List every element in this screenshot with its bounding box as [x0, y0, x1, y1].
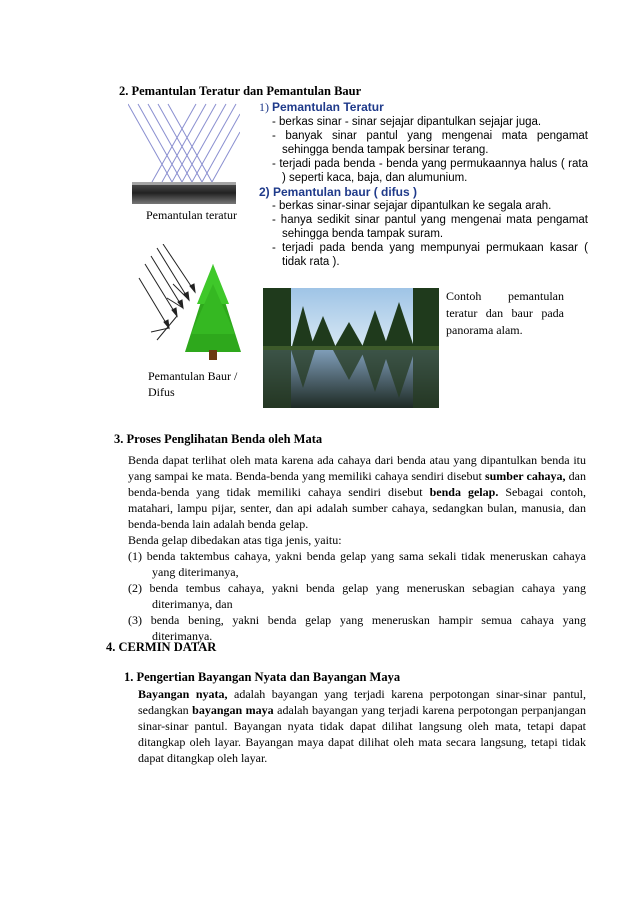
section2-heading: 2. Pemantulan Teratur dan Pemantulan Baur	[119, 84, 362, 98]
section4-paragraph: Bayangan nyata, adalah bayangan yang terjadi karena perpotongan sinar-sinar pantul, sedangkan bayangan maya adalah bayangan yang terjadi karena perpotongan perpanjangan sinar-sinar pantul. Bayangan nyata tidak dapat dilihat langsung oleh mata, tetapi dapat ditangkap oleh layar. Bayangan maya dapat dilihat oleh mata secara langsung, tetapi tidak dapat ditangkap oleh layar.	[138, 687, 586, 765]
incident-rays	[139, 244, 195, 328]
list-item: (1) benda taktembus cahaya, yakni benda gelap yang sama sekali tidak meneruskan cahaya yang diterimanya,	[128, 549, 586, 579]
section3-paragraph: Benda dapat terlihat oleh mata karena ada cahaya dari benda atau yang dipantulkan benda itu yang sampai ke mata. Benda-benda yang memiliki cahaya sendiri disebut sumber cahaya, dan benda-benda yang tidak memiliki cahaya sendiri disebut benda gelap. Sebagai contoh, matahari, lampu pijar, senter, dan api adalah sumber cahaya, sedangkan bulan, manusia, dan benda-benda lain adalah benda gelap. Benda gelap dibedakan atas tiga jenis, yaitu:	[128, 453, 586, 547]
dark-objects-list	[128, 548, 586, 644]
smooth-surface	[132, 182, 236, 204]
list-item: (3) benda bening, yakni benda gelap yang meneruskan hampir semua cahaya yang diterimanya.	[128, 613, 586, 643]
list-item: - terjadi pada benda yang mempunyai permukaan kasar ( tidak rata ).	[272, 242, 588, 268]
section4-subtitle: 1. Pengertian Bayangan Nyata dan Bayangan Maya	[124, 670, 401, 684]
regular-reflection-points	[272, 115, 588, 185]
lake-panorama-photo	[263, 288, 439, 408]
regular-reflection-caption: Pemantulan teratur	[146, 208, 237, 222]
list-item: - terjadi pada benda - benda yang permukaannya halus ( rata ) seperti kaca, baja, dan alumunium.	[272, 158, 588, 184]
list-item: (2) benda tembus cahaya, yakni benda gelap yang meneruskan sebagian cahaya yang diterimanya, dan	[128, 581, 586, 611]
diffuse-reflection-points	[272, 199, 588, 269]
regular-reflection-title: 1) Pemantulan Teratur	[259, 100, 384, 114]
scattered-rays	[151, 284, 189, 340]
section3-title: 3. Proses Penglihatan Benda oleh Mata	[114, 432, 323, 446]
list-item: - berkas sinar-sinar sejajar dipantulkan ke segala arah.	[272, 200, 552, 212]
section4-title: 4. CERMIN DATAR	[106, 640, 217, 654]
list-item: - banyak sinar pantul yang mengenai mata pengamat sehingga benda tampak bersinar terang.	[272, 130, 588, 156]
diffuse-reflection-title: 2) Pemantulan baur ( difus )	[259, 185, 418, 199]
diffuse-reflection-caption: Pemantulan Baur / Difus	[148, 369, 238, 399]
tree	[185, 264, 241, 360]
list-item: - berkas sinar - sinar sejajar dipantulkan sejajar juga.	[272, 116, 542, 128]
diffuse-reflection-figure	[137, 244, 249, 364]
regular-reflection-figure	[128, 102, 240, 212]
list-item: - hanya sedikit sinar pantul yang mengenai mata pengamat sehingga benda tampak suram.	[272, 214, 588, 240]
photo-caption: Contoh pemantulan teratur dan baur pada panorama alam.	[446, 289, 564, 337]
